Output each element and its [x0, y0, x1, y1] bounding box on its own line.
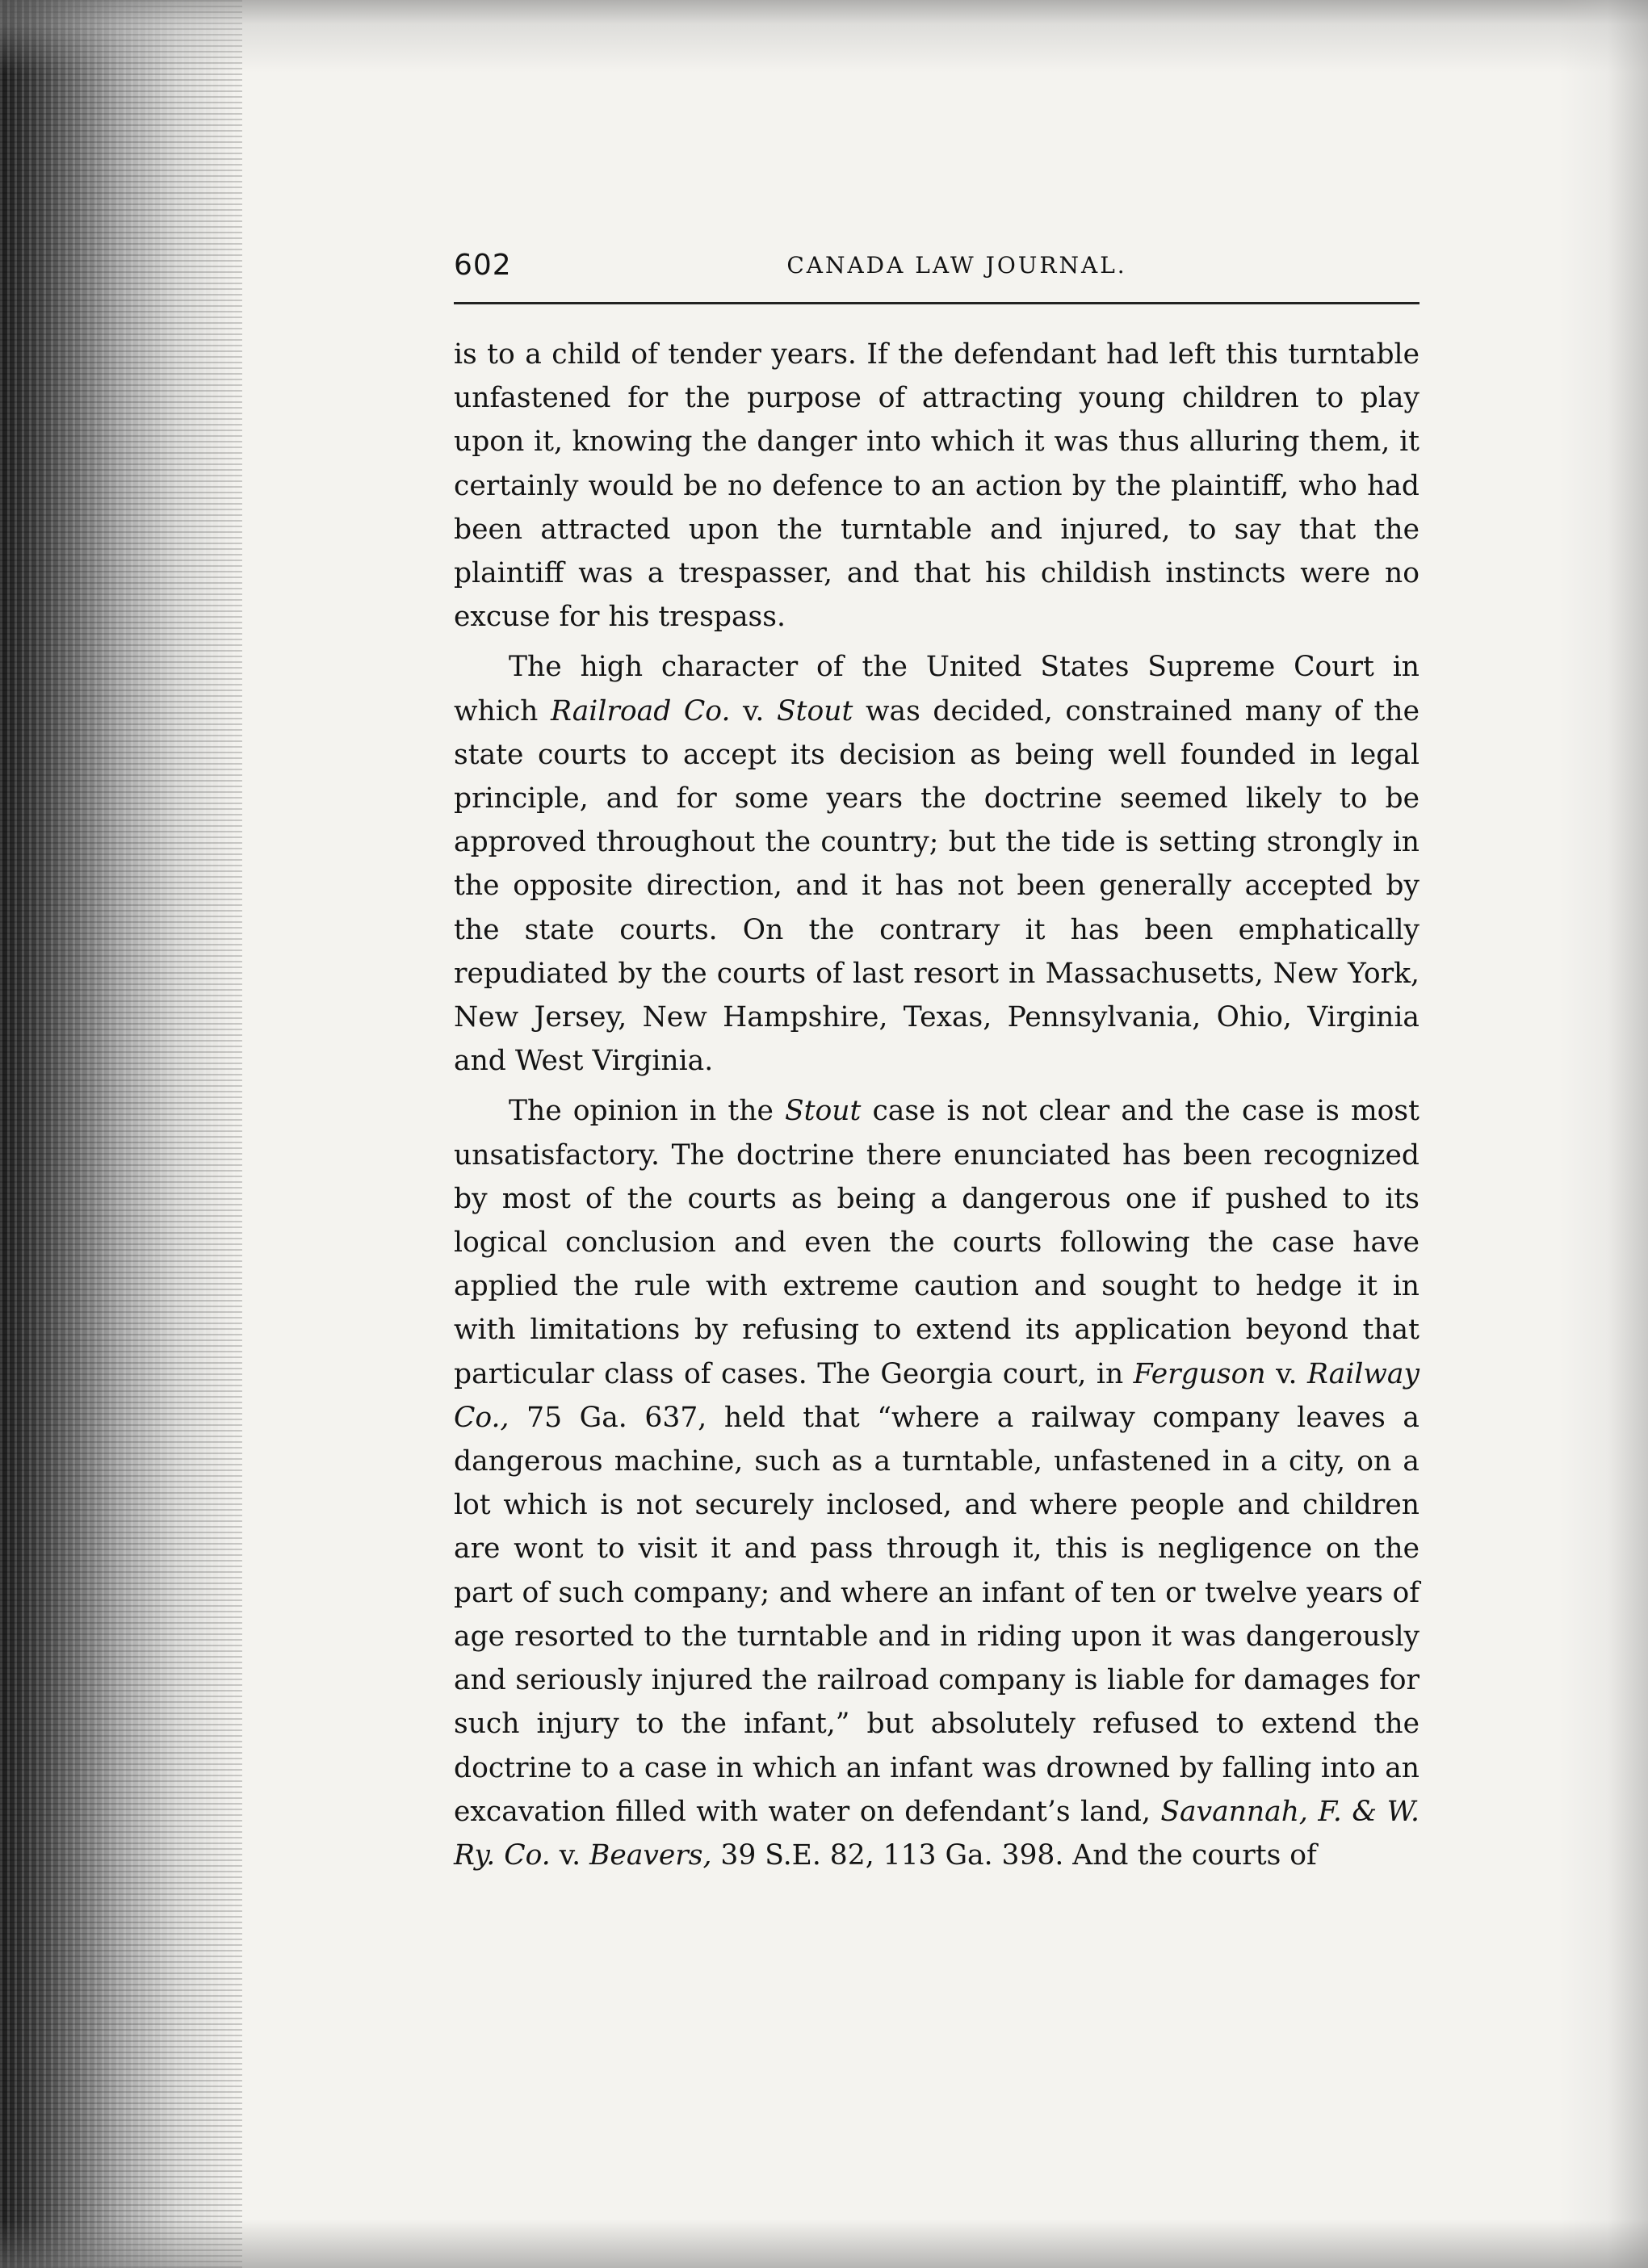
text-run: v. — [550, 1838, 590, 1872]
paragraph-3 — [454, 1089, 1419, 1877]
text-run: case is not clear and the case is most unsatisfactory. The doctrine there enunciated has been recognized by most of the courts as being a dangerous one if pushed to its logical conclusion and even the courts following the case have applied the rule with extreme caution and sought to hedge it in with limitations by refusing to extend its application beyond that particular class of cases. The Georgia court, in — [454, 1095, 1419, 1390]
running-title: CANADA LAW JOURNAL. — [786, 252, 1127, 279]
case-name: Railroad Co. — [550, 694, 731, 727]
case-name: Stout — [785, 1095, 862, 1128]
case-name: Ferguson — [1133, 1357, 1266, 1390]
binding-gutter — [0, 0, 242, 2268]
text-run: The opinion in the — [509, 1095, 785, 1128]
paragraph-1 — [454, 333, 1419, 639]
case-name: Stout — [777, 694, 853, 727]
text-run: 39 S.E. 82, 113 Ga. 398. And the courts of — [711, 1838, 1317, 1872]
case-name: Savannah, F. & W. Ry. Co. — [454, 1795, 1419, 1872]
article-body — [454, 333, 1419, 1877]
text-run: is to a child of tender years. If the defendant had left this turntable unfastened for the purpose of attracting young children to play upon it, knowing the danger into which it was thus alluring them, it certainly would be no defence to an action by the plaintiff, who had been attracted upon the turntable and injured, to say that the plaintiff was a trespasser, and that his childish instincts were no excuse for his trespass. — [454, 338, 1419, 634]
case-name: Beavers, — [589, 1838, 712, 1872]
text-run: 75 Ga. 637, held that “where a railway company leaves a dangerous machine, such as a turntable, unfastened in a city, on a lot which is not securely inclosed, and where people and children are wont to visit it and pass through it, this is negligence on the part of such company; and where an infant of ten or twelve years of age resorted to the turntable and in riding upon it was dangerously and seriously injured the railroad company is liable for damages for such injury to the infant,” but absolutely refused to extend the doctrine to a case in which an infant was drowned by falling into an excavation filled with water on defendant’s land, — [454, 1401, 1419, 1828]
scan-top-edge — [0, 0, 1648, 73]
text-run: v. — [730, 694, 778, 727]
paragraph-2 — [454, 645, 1419, 1083]
text-run: The high character of the United States Supreme Court in which — [454, 651, 1419, 727]
page-header — [454, 242, 1419, 291]
text-run: v. — [1265, 1357, 1307, 1390]
case-name: Railway Co., — [454, 1357, 1419, 1434]
scan-bottom-edge — [0, 2220, 1648, 2268]
page-number: 602 — [454, 249, 512, 282]
scan-right-edge — [1559, 0, 1648, 2268]
header-rule — [454, 302, 1419, 304]
text-run: was decided, constrained many of the state courts to accept its decision as being well founded in legal principle, and for some years the doctrine seemed likely to be approved throughout the country; but the tide is setting strongly in the opposite direction, and it has not been generally accepted by the state courts. On the contrary it has been emphatically repudiated by the courts of last resort in Massachusetts, New York, New Jersey, New Hampshire, Texas, Pennsylvania, Ohio, Virginia and West Virginia. — [454, 694, 1420, 1078]
